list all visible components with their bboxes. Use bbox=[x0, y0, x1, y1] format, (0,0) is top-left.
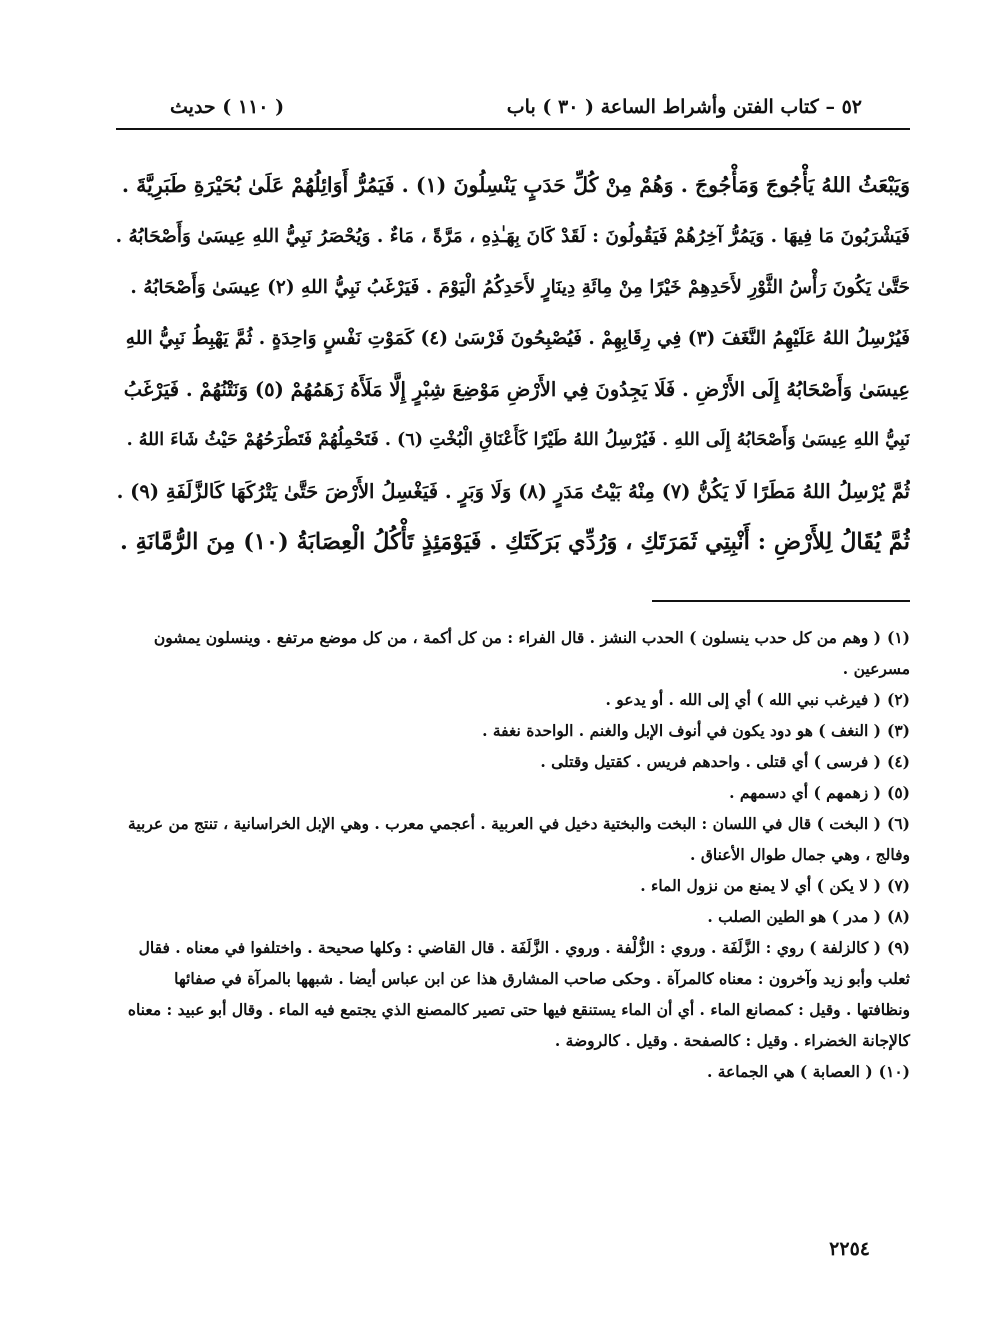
footnote bbox=[116, 808, 910, 870]
footnote-number: (٨) bbox=[886, 907, 910, 926]
footnote bbox=[116, 684, 910, 715]
footnote-text: ( زهمهم ) أي دسمهم . bbox=[729, 783, 881, 802]
header-divider bbox=[116, 128, 910, 130]
footnote-number: (٦) bbox=[886, 814, 910, 833]
footnote bbox=[116, 622, 910, 684]
footnote-text: ( العصابة ) هي الجماعة . bbox=[706, 1062, 873, 1081]
text-line: فَيَشْرَبُونَ مَا فِيهَا . وَيَمُرُّ آخِرُهُمْ فَيَقُولُونَ : لَقَدْ كَانَ بِهَـٰذِهِ ، مَرَّةً ، مَاءٌ . وَيُحْصَرُ نَبِيُّ اللهِ عِيسَىٰ وَأَصْحَابُهُ . bbox=[116, 226, 910, 247]
header-hadith-number: ( ١١٠ ) حديث bbox=[170, 96, 285, 118]
footnote bbox=[116, 1056, 910, 1087]
footnotes bbox=[116, 622, 910, 1087]
footnote-number: (١٠) bbox=[878, 1062, 910, 1081]
footnote-number: (٣) bbox=[886, 721, 910, 740]
footnote-text: ( فيرغب نبي الله ) أي إلى الله . أو يدعو . bbox=[605, 690, 881, 709]
footnote bbox=[116, 746, 910, 777]
running-header bbox=[170, 96, 862, 130]
footnote-text: ( مدر ) هو الطين الصلب . bbox=[707, 907, 881, 926]
header-chapter-title: ٥٢ – كتاب الفتن وأشراط الساعة ( ٣٠ ) باب bbox=[506, 96, 862, 118]
text-line: ثُمَّ يُقَالُ لِلأَرْضِ : أَنْبِتِي ثَمَرَتَكِ ، وَرُدِّي بَرَكَتَكِ . فَيَوْمَئِذٍ تَأْكُلُ الْعِصَابَةُ (١٠) مِنَ الرُّمَّانَةِ . bbox=[119, 529, 910, 555]
footnote-text: ( وهم من كل حدب ينسلون ) الحدب النشز . قال الفراء : من كل أكمة ، من كل موضع مرتفع . وينسلون يمشون مسرعين . bbox=[153, 628, 910, 678]
text-line: نَبِيُّ اللهِ عِيسَىٰ وَأَصْحَابُهُ إِلَى اللهِ . فَيُرْسِلُ اللهُ طَيْرًا كَأَعْنَاقِ الْبُخْتِ (٦) . فَتَحْمِلُهُمْ فَتَطْرَحُهُمْ حَيْثُ شَاءَ اللهُ . bbox=[126, 430, 910, 450]
text-line: ثُمَّ يُرْسِلُ اللهُ مَطَرًا لَا يَكُنُّ (٧) مِنْهُ بَيْتُ مَدَرٍ (٨) وَلَا وَبَرٍ . فَيَغْسِلُ الأَرْضَ حَتَّىٰ يَتْرُكَهَا كَالزَّلَفَةِ (٩) . bbox=[116, 480, 910, 503]
footnote-number: (٧) bbox=[886, 876, 910, 895]
footnote-text: ( لا يكن ) أي لا يمنع من نزول الماء . bbox=[640, 876, 881, 895]
hadith-text bbox=[116, 160, 910, 568]
footnote-number: (١) bbox=[886, 628, 910, 647]
footnote-number: (٩) bbox=[886, 938, 910, 957]
footnote bbox=[116, 901, 910, 932]
page-number: ٢٢٥٤ bbox=[829, 1238, 870, 1260]
text-line: عِيسَىٰ وَأَصْحَابُهُ إِلَى الأَرْضِ . فَلَا يَجِدُونَ فِي الأَرْضِ مَوْضِعَ شِبْرٍ إِلَّا مَلَأَهُ زَهَمُهُمْ (٥) وَنَتْنُهُمْ . فَيَرْغَبُ bbox=[123, 378, 910, 401]
footnote bbox=[116, 932, 910, 1056]
footnote-text: ( البخت ) قال في اللسان : البخت والبختية دخيل في العربية . أعجمي معرب . وهي الإبل الخراسانية ، تنتج من عربية وفالج ، وهي جمال طوال الأعناق . bbox=[128, 814, 910, 864]
footnote-divider bbox=[652, 600, 910, 602]
footnote bbox=[116, 777, 910, 808]
footnote-number: (٥) bbox=[886, 783, 910, 802]
footnote bbox=[116, 715, 910, 746]
footnote-number: (٢) bbox=[886, 690, 910, 709]
footnote-text: ( كالزلفة ) روي : الزَّلَفَة . وروي : الزُّلْفة . وروي . الزَّلَفَة . قال القاضي : وكلها صحيحة . واختلفوا في معناه . فقال ثعلب وأبو زيد وآخرون : معناه كالمرآة . وحكى صاحب المشارق هذا عن ابن عباس أيضا . شبهها بالمرآة في صفائها ونظافتها . وقيل : كمصانع الماء . أي أن الماء يستنقع فيها حتى تصير كالمصنع الذي يجتمع فيه الماء . وقال أبو عبيد : معناه كالإجانة الخضراء . وقيل : كالصفحة . وقيل . كالروضة . bbox=[127, 938, 910, 1050]
footnote bbox=[116, 870, 910, 901]
footnote-text: ( النغف ) هو دود يكون في أنوف الإبل والغنم . الواحدة نغفة . bbox=[482, 721, 881, 740]
text-line: حَتَّىٰ يَكُونَ رَأْسُ الثَّوْرِ لأَحَدِهِمْ خَيْرًا مِنْ مِائَةِ دِينَارٍ لأَحَدِكُمُ الْيَوْمَ . فَيَرْغَبُ نَبِيُّ اللهِ (٢) عِيسَىٰ وَأَصْحَابُهُ . bbox=[130, 277, 910, 298]
text-line: وَيَبْعَثُ اللهُ يَأْجُوجَ وَمَأْجُوجَ . وَهُمْ مِنْ كُلِّ حَدَبٍ يَنْسِلُونَ (١) . فَيَمُرُّ أَوَائِلُهُمْ عَلَىٰ بُحَيْرَةِ طَبَرِيَّةَ . bbox=[121, 173, 910, 197]
text-line: فَيُرْسِلُ اللهُ عَلَيْهِمُ النَّغَفَ (٣) فِي رِقَابِهِمْ . فَيُصْبِحُونَ فَرْسَىٰ (٤) كَمَوْتِ نَفْسٍ وَاحِدَةٍ . ثُمَّ يَهْبِطُ نَبِيُّ اللهِ bbox=[125, 328, 910, 349]
footnote-text: ( فرسى ) أي قتلى . واحدهم فريس . كقتيل وقتلى . bbox=[540, 752, 881, 771]
footnote-number: (٤) bbox=[886, 752, 910, 771]
